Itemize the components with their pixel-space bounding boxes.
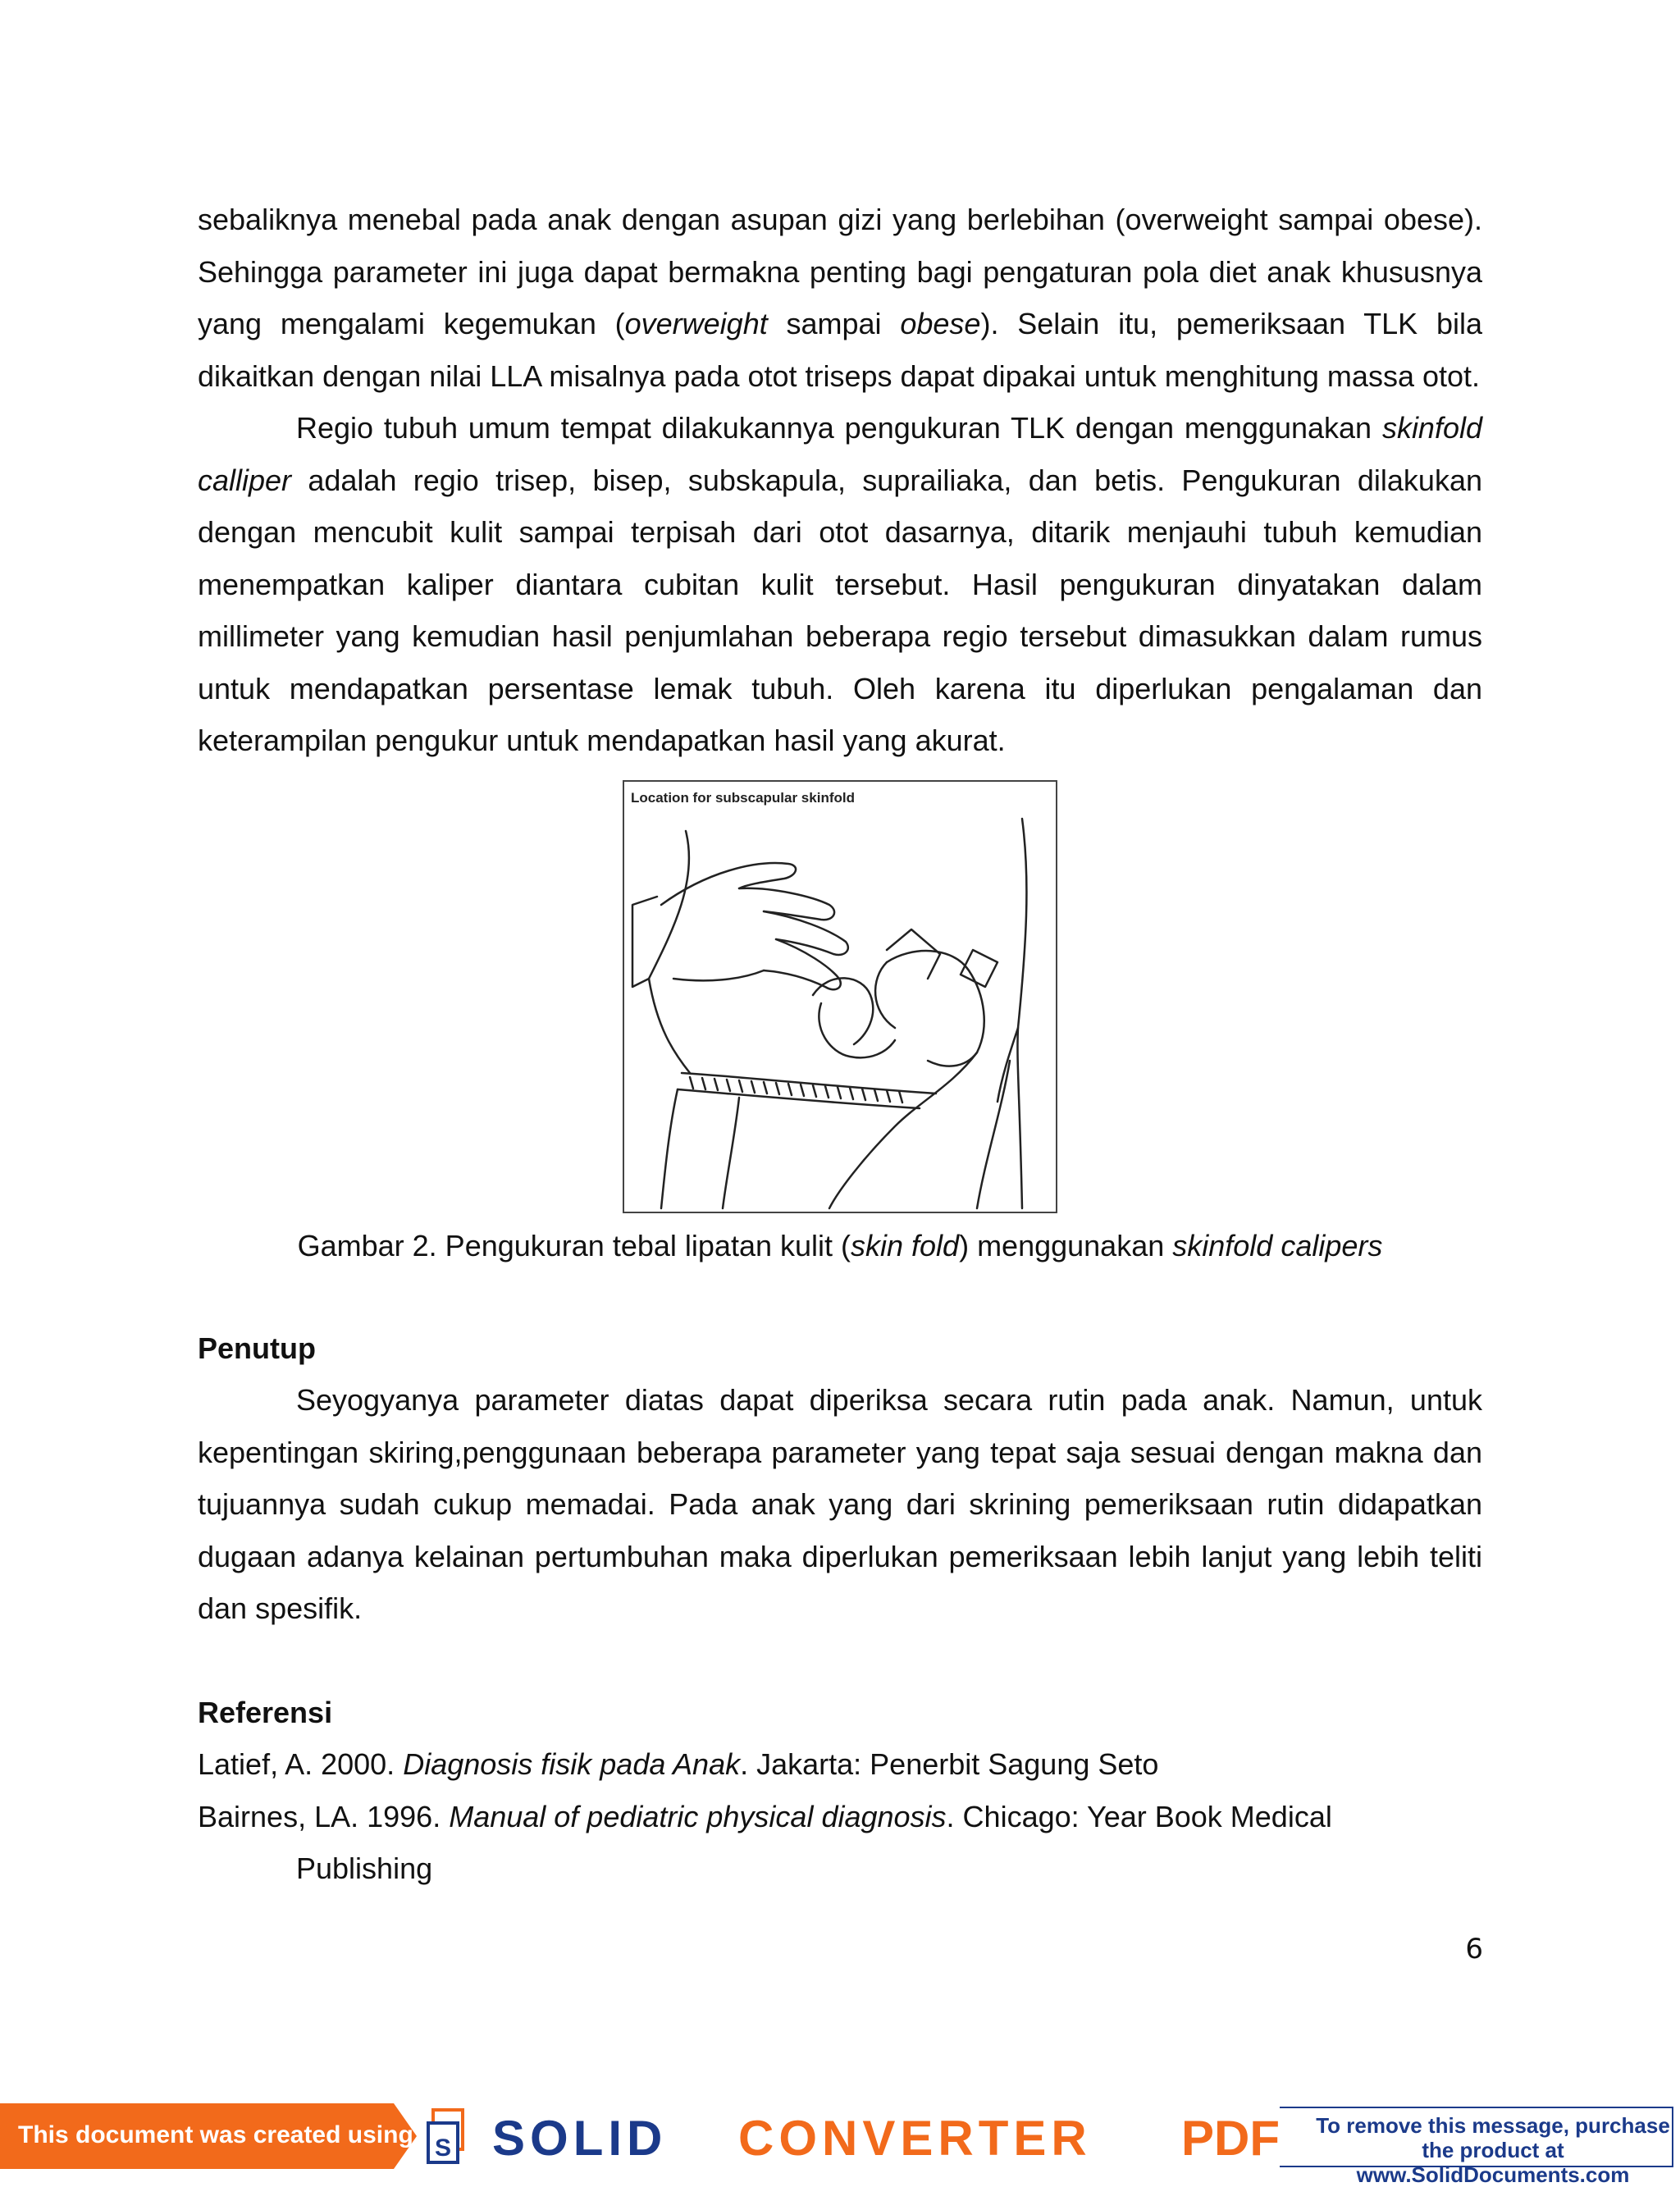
skinfold-illustration	[624, 782, 1056, 1212]
caliper-handle	[887, 929, 940, 979]
converter-banner	[0, 2100, 1680, 2187]
left-hand-index	[661, 863, 796, 905]
right-hand-fingers	[875, 962, 895, 1028]
back-outline-left	[649, 831, 690, 1073]
brand-pdf: PDF	[1181, 2111, 1280, 2166]
trousers-fold	[723, 1098, 739, 1208]
brand-solid: SOLID	[492, 2111, 668, 2166]
page-number: 6	[1465, 1933, 1483, 1966]
figure-label: Location for subscapular skinfold	[631, 789, 855, 806]
right-hand	[887, 951, 984, 1066]
document-body	[198, 194, 1482, 1895]
trousers-left	[661, 1089, 678, 1208]
back-outline-right	[1017, 819, 1026, 1208]
paragraph-1: sebaliknya menebal pada anak dengan asupan gizi yang berlebihan (overweight sampai obese). Sehingga parameter ini juga dapat bermakna penting bagi pengaturan pola diet anak khususnya yang mengalami kegemukan (overweight sampai obese). Selain itu, pemeriksaan TLK bila dikaitkan dengan nilai LLA misalnya pada otot triseps dapat dipakai untuk menghitung massa otot.	[198, 203, 1482, 393]
svg-text:S: S	[434, 2134, 452, 2162]
section-heading-referensi: Referensi	[198, 1695, 333, 1729]
solid-documents-logo-icon	[427, 2108, 469, 2166]
caliper-jaw	[819, 1003, 895, 1057]
right-forearm-bottom	[977, 1061, 1010, 1208]
reference-1: Latief, A. 2000. Diagnosis fisik pada Anak. Jakarta: Penerbit Sagung Seto	[198, 1747, 1159, 1781]
left-hand-wrist	[673, 970, 764, 980]
reference-2-continuation: Publishing	[296, 1851, 433, 1885]
waistband-bottom	[678, 1089, 920, 1108]
banner-purchase-box[interactable]	[1280, 2107, 1673, 2187]
back-crease	[998, 1028, 1018, 1102]
examiner-left-arm	[632, 897, 657, 987]
subscapular-skinfold-figure	[623, 780, 1057, 1213]
waistband-top	[682, 1073, 936, 1094]
right-forearm-top	[829, 1052, 977, 1208]
paragraph-2: Regio tubuh umum tempat dilakukannya pengukuran TLK dengan menggunakan skinfold calliper adalah regio trisep, bisep, subskapula, suprailiaka, dan betis. Pengukuran dilakukan dengan mencubit kulit sampai terpisah dari otot dasarnya, ditarik menjauhi tubuh kemudian menempatkan kaliper diantara cubitan kulit tersebut. Hasil pengukuran dinyatakan dalam millimeter yang kemudian hasil penjumlahan beberapa regio tersebut dimasukkan dalam rumus untuk mendapatkan persentase lemak tubuh. Oleh karena itu diperlukan pengalaman dan keterampilan pengukur untuk mendapatkan hasil yang akurat.	[198, 411, 1482, 757]
paragraph-penutup: Seyogyanya parameter diatas dapat diperiksa secara rutin pada anak. Namun, untuk kepentingan skiring,penggunaan beberapa parameter yang tepat saja sesuai dengan makna dan tujuannya sudah cukup memadai. Pada anak yang dari skrining pemeriksaan rutin didapatkan dugaan adanya kelainan pertumbuhan maka diperlukan pemeriksaan lebih lanjut yang lebih teliti dan spesifik.	[198, 1383, 1482, 1625]
banner-left-text: This document was created using	[18, 2121, 413, 2148]
brand-converter: CONVERTER	[738, 2111, 1092, 2166]
left-hand-middle	[739, 888, 834, 919]
figure-caption: Gambar 2. Pengukuran tebal lipatan kulit (skin fold) menggunakan skinfold calipers	[297, 1228, 1383, 1262]
banner-purchase-text[interactable]: To remove this message, purchase the product at www.SolidDocuments.com	[1316, 2113, 1670, 2187]
section-heading-penutup: Penutup	[198, 1331, 316, 1365]
reference-2: Bairnes, LA. 1996. Manual of pediatric physical diagnosis. Chicago: Year Book Medical	[198, 1799, 1332, 1833]
